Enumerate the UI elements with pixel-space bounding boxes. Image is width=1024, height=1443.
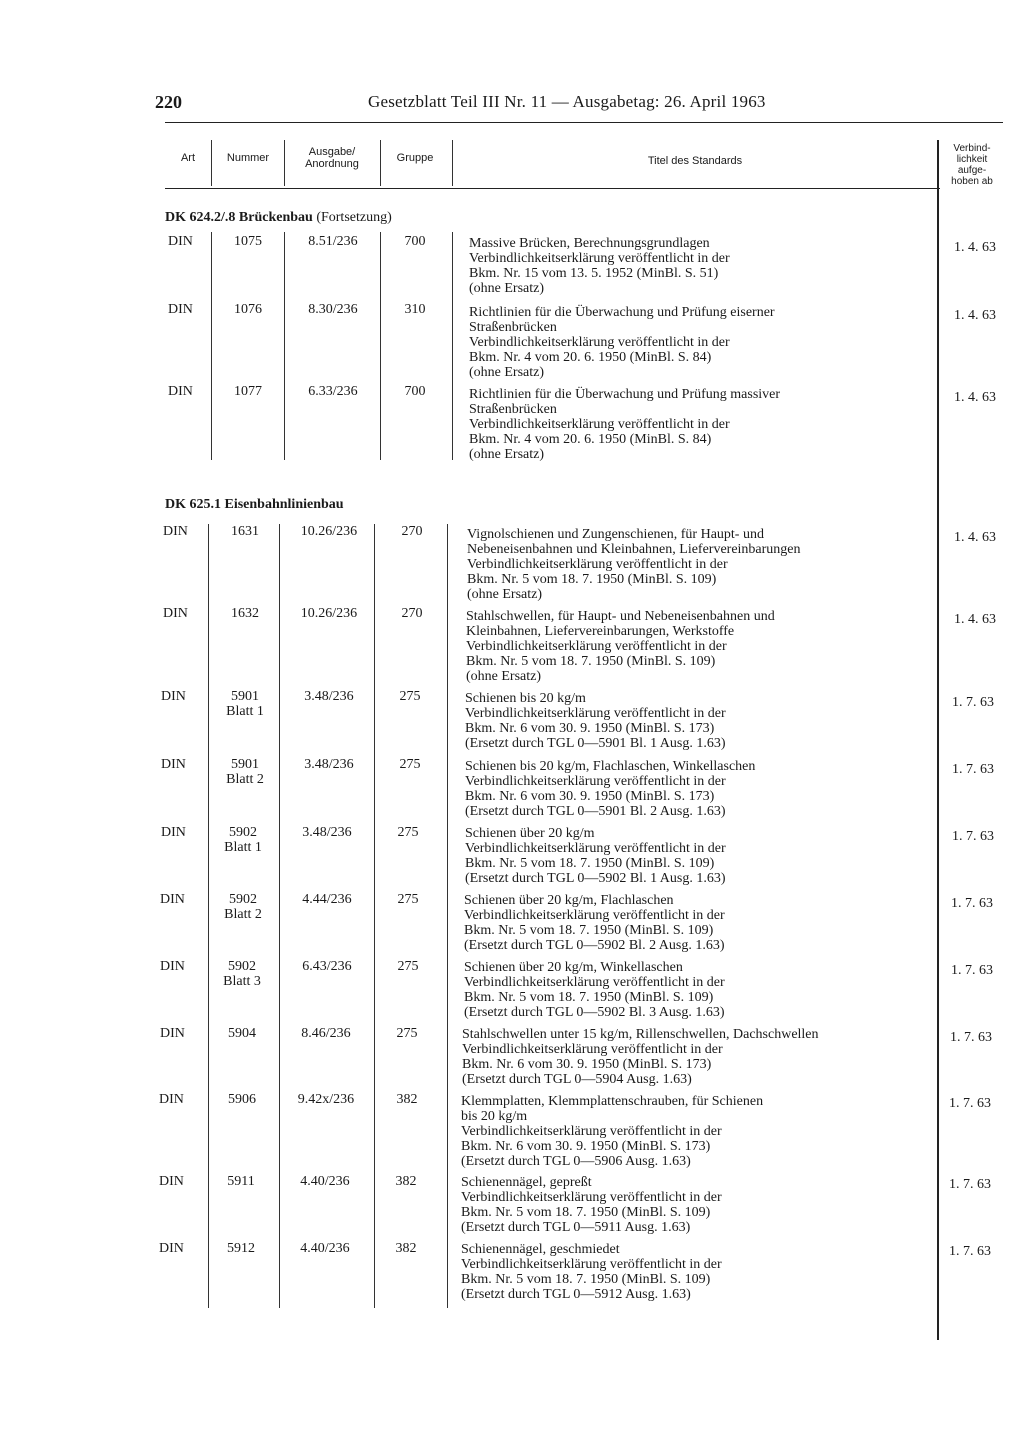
cell-ausgabe: 10.26/236: [300, 606, 358, 621]
title-line: Bkm. Nr. 6 vom 30. 9. 1950 (MinBl. S. 173): [465, 789, 715, 804]
title-line: Bkm. Nr. 4 vom 20. 6. 1950 (MinBl. S. 84): [469, 350, 712, 365]
title-line: Straßenbrücken: [469, 402, 557, 417]
cell-nummer: 5906: [228, 1092, 256, 1107]
title-line: Verbindlichkeitserklärung veröffentlicht in der: [462, 1042, 723, 1057]
cell-art: DIN: [160, 892, 185, 907]
column-header-gruppe: Gruppe: [396, 152, 434, 164]
cell-nummer: 5912: [227, 1241, 255, 1256]
title-line: Vignolschienen und Zungenschienen, für Haupt- und: [467, 527, 764, 542]
cell-nummer: 1076: [234, 302, 262, 317]
cell-nummer: 1075: [234, 234, 262, 249]
title-line: (Ersetzt durch TGL 0—5902 Bl. 3 Ausg. 1.63): [464, 1005, 725, 1020]
title-line: Verbindlichkeitserklärung veröffentlicht in der: [469, 335, 730, 350]
title-line: Bkm. Nr. 5 vom 18. 7. 1950 (MinBl. S. 109): [466, 654, 716, 669]
title-line: Verbindlichkeitserklärung veröffentlicht in der: [466, 639, 727, 654]
cell-art: DIN: [168, 302, 193, 317]
title-line: (ohne Ersatz): [469, 365, 545, 380]
section-title-rest: (Fortsetzung): [312, 210, 392, 225]
title-line: Schienen bis 20 kg/m: [465, 691, 586, 706]
cell-date: 1. 4. 63: [954, 390, 996, 405]
title-line: (Ersetzt durch TGL 0—5912 Ausg. 1.63): [461, 1287, 691, 1302]
cell-gruppe: 382: [396, 1092, 418, 1107]
column-divider: [380, 140, 381, 186]
title-line: (ohne Ersatz): [467, 587, 543, 602]
cell-title: [465, 691, 930, 751]
cell-art: DIN: [163, 606, 188, 621]
title-line: (ohne Ersatz): [466, 669, 542, 684]
cell-title: [462, 1027, 932, 1087]
cell-art: DIN: [159, 1241, 184, 1256]
cell-art: DIN: [161, 825, 186, 840]
title-line: Richtlinien für die Überwachung und Prüfung eiserner: [469, 305, 775, 320]
cell-date: 1. 7. 63: [949, 1244, 991, 1259]
cell-art: DIN: [168, 384, 193, 399]
cell-title: [465, 759, 930, 819]
cell-ausgabe: 6.33/236: [308, 384, 358, 399]
title-line: Verbindlichkeitserklärung veröffentlicht in der: [464, 975, 725, 990]
title-line: Schienen über 20 kg/m: [465, 826, 595, 841]
cell-ausgabe: 6.43/236: [302, 959, 352, 974]
cell-nummer: 5901 Blatt 2: [226, 757, 264, 787]
column-divider: [211, 140, 212, 186]
title-line: Verbindlichkeitserklärung veröffentlicht in der: [464, 908, 725, 923]
column-header-verbindlichkeit: Verbind- lichkeit aufge- hoben ab: [951, 143, 993, 187]
title-line: Verbindlichkeitserklärung veröffentlicht in der: [465, 706, 726, 721]
cell-date: 1. 4. 63: [954, 240, 996, 255]
title-line: Stahlschwellen, für Haupt- und Nebeneisenbahnen und: [466, 609, 775, 624]
cell-art: DIN: [160, 959, 185, 974]
cell-date: 1. 7. 63: [952, 695, 994, 710]
title-line: Nebeneisenbahnen und Kleinbahnen, Liefervereinbarungen: [467, 542, 801, 557]
cell-gruppe: 700: [404, 384, 426, 399]
cell-gruppe: 275: [399, 689, 421, 704]
title-line: (Ersetzt durch TGL 0—5904 Ausg. 1.63): [462, 1072, 692, 1087]
cell-art: DIN: [160, 1026, 185, 1041]
cell-ausgabe: 8.46/236: [301, 1026, 351, 1041]
title-line: Bkm. Nr. 5 vom 18. 7. 1950 (MinBl. S. 109): [464, 923, 714, 938]
column-divider: [380, 232, 381, 460]
cell-ausgabe: 3.48/236: [304, 689, 354, 704]
column-header-ausgabe: Ausgabe/ Anordnung: [305, 146, 359, 170]
title-line: Bkm. Nr. 5 vom 18. 7. 1950 (MinBl. S. 109): [465, 856, 715, 871]
section-title-bold: DK 624.2/.8 Brückenbau: [165, 210, 313, 225]
cell-date: 1. 4. 63: [954, 308, 996, 323]
cell-gruppe: 270: [401, 524, 423, 539]
title-line: Bkm. Nr. 5 vom 18. 7. 1950 (MinBl. S. 109): [461, 1205, 711, 1220]
cell-date: 1. 7. 63: [951, 963, 993, 978]
column-divider: [211, 232, 212, 460]
cell-art: DIN: [159, 1092, 184, 1107]
cell-title: [467, 527, 932, 602]
cell-ausgabe: 8.30/236: [308, 302, 358, 317]
cell-title: [469, 387, 939, 462]
cell-title: [469, 305, 939, 380]
cell-ausgabe: 10.26/236: [300, 524, 358, 539]
cell-title: [464, 893, 929, 953]
column-divider: [279, 524, 280, 1308]
title-line: Bkm. Nr. 6 vom 30. 9. 1950 (MinBl. S. 173): [465, 721, 715, 736]
cell-nummer: 5911: [227, 1174, 255, 1189]
title-line: Verbindlichkeitserklärung veröffentlicht in der: [469, 251, 730, 266]
column-divider: [452, 232, 453, 460]
cell-gruppe: 270: [401, 606, 423, 621]
cell-nummer: 5901 Blatt 1: [226, 689, 264, 719]
cell-ausgabe: 4.44/236: [302, 892, 352, 907]
section-title: [165, 497, 344, 513]
cell-art: DIN: [168, 234, 193, 249]
title-line: Stahlschwellen unter 15 kg/m, Rillenschwellen, Dachschwellen: [462, 1027, 819, 1042]
title-line: Bkm. Nr. 15 vom 13. 5. 1952 (MinBl. S. 51): [469, 266, 719, 281]
title-line: (Ersetzt durch TGL 0—5901 Bl. 1 Ausg. 1.63): [465, 736, 726, 751]
title-line: Bkm. Nr. 5 vom 18. 7. 1950 (MinBl. S. 109): [461, 1272, 711, 1287]
title-line: Bkm. Nr. 6 vom 30. 9. 1950 (MinBl. S. 173): [462, 1057, 712, 1072]
column-divider: [284, 140, 285, 186]
column-divider: [374, 524, 375, 1308]
cell-ausgabe: 9.42x/236: [297, 1092, 355, 1107]
title-line: Verbindlichkeitserklärung veröffentlicht in der: [467, 557, 728, 572]
title-line: bis 20 kg/m: [461, 1109, 528, 1124]
column-divider: [284, 232, 285, 460]
cell-date: 1. 7. 63: [952, 762, 994, 777]
cell-date: 1. 7. 63: [949, 1177, 991, 1192]
header-bottom-rule: [165, 188, 940, 189]
cell-title: [469, 236, 939, 296]
column-header-art: Art: [180, 152, 196, 164]
title-line: Straßenbrücken: [469, 320, 557, 335]
cell-ausgabe: 3.48/236: [304, 757, 354, 772]
title-line: Bkm. Nr. 5 vom 18. 7. 1950 (MinBl. S. 109): [464, 990, 714, 1005]
title-line: Schienennägel, geschmiedet: [461, 1242, 620, 1257]
title-line: Bkm. Nr. 4 vom 20. 6. 1950 (MinBl. S. 84): [469, 432, 712, 447]
cell-gruppe: 700: [404, 234, 426, 249]
title-line: Kleinbahnen, Liefervereinbarungen, Werkstoffe: [466, 624, 735, 639]
title-line: Klemmplatten, Klemmplattenschrauben, für Schienen: [461, 1094, 764, 1109]
cell-date: 1. 4. 63: [954, 612, 996, 627]
section-title: [165, 210, 392, 226]
cell-gruppe: 275: [396, 1026, 418, 1041]
title-line: (Ersetzt durch TGL 0—5902 Bl. 1 Ausg. 1.63): [465, 871, 726, 886]
title-line: Richtlinien für die Überwachung und Prüfung massiver: [469, 387, 781, 402]
cell-gruppe: 275: [397, 959, 419, 974]
cell-gruppe: 275: [397, 825, 419, 840]
title-line: Schienen bis 20 kg/m, Flachlaschen, Winkellaschen: [465, 759, 756, 774]
cell-date: 1. 7. 63: [949, 1096, 991, 1111]
title-line: (Ersetzt durch TGL 0—5901 Bl. 2 Ausg. 1.63): [465, 804, 726, 819]
title-line: Verbindlichkeitserklärung veröffentlicht in der: [469, 417, 730, 432]
title-line: Schienen über 20 kg/m, Flachlaschen: [464, 893, 674, 908]
cell-title: [464, 960, 929, 1020]
cell-ausgabe: 8.51/236: [308, 234, 358, 249]
page-heading: Gesetzblatt Teil III Nr. 11 — Ausgabetag: 26. April 1963: [368, 92, 766, 111]
cell-title: [461, 1175, 931, 1235]
cell-title: [465, 826, 930, 886]
section-title-bold: DK 625.1 Eisenbahnlinienbau: [165, 497, 344, 512]
title-line: Massive Brücken, Berechnungsgrundlagen: [469, 236, 710, 251]
title-line: Verbindlichkeitserklärung veröffentlicht in der: [461, 1190, 722, 1205]
cell-ausgabe: 4.40/236: [300, 1174, 350, 1189]
cell-gruppe: 382: [395, 1241, 417, 1256]
title-line: Schienen über 20 kg/m, Winkellaschen: [464, 960, 683, 975]
cell-gruppe: 310: [404, 302, 426, 317]
cell-art: DIN: [159, 1174, 184, 1189]
title-line: Bkm. Nr. 6 vom 30. 9. 1950 (MinBl. S. 173): [461, 1139, 711, 1154]
cell-ausgabe: 3.48/236: [302, 825, 352, 840]
cell-date: 1. 7. 63: [952, 829, 994, 844]
page-number: 220: [155, 92, 182, 112]
cell-nummer: 5902 Blatt 3: [223, 959, 261, 989]
title-line: Schienennägel, gepreßt: [461, 1175, 592, 1190]
cell-gruppe: 382: [395, 1174, 417, 1189]
cell-art: DIN: [161, 689, 186, 704]
title-line: (Ersetzt durch TGL 0—5902 Bl. 2 Ausg. 1.63): [464, 938, 725, 953]
cell-ausgabe: 4.40/236: [300, 1241, 350, 1256]
cell-gruppe: 275: [397, 892, 419, 907]
cell-title: [461, 1242, 931, 1302]
column-header-nummer: Nummer: [226, 152, 270, 164]
cell-date: 1. 7. 63: [950, 1030, 992, 1045]
column-header-titel: Titel des Standards: [647, 155, 743, 167]
cell-nummer: 5902 Blatt 1: [224, 825, 262, 855]
cell-art: DIN: [163, 524, 188, 539]
column-divider: [452, 140, 453, 186]
title-line: Verbindlichkeitserklärung veröffentlicht in der: [461, 1257, 722, 1272]
header-rule: [165, 122, 1003, 123]
title-line: Verbindlichkeitserklärung veröffentlicht in der: [465, 774, 726, 789]
cell-nummer: 1632: [231, 606, 259, 621]
title-line: (Ersetzt durch TGL 0—5906 Ausg. 1.63): [461, 1154, 691, 1169]
cell-title: [461, 1094, 931, 1169]
cell-gruppe: 275: [399, 757, 421, 772]
title-line: Bkm. Nr. 5 vom 18. 7. 1950 (MinBl. S. 109): [467, 572, 717, 587]
title-line: (Ersetzt durch TGL 0—5911 Ausg. 1.63): [461, 1220, 691, 1235]
cell-nummer: 1631: [231, 524, 259, 539]
cell-date: 1. 4. 63: [954, 530, 996, 545]
cell-art: DIN: [161, 757, 186, 772]
cell-nummer: 1077: [234, 384, 262, 399]
title-line: Verbindlichkeitserklärung veröffentlicht in der: [465, 841, 726, 856]
cell-nummer: 5902 Blatt 2: [224, 892, 262, 922]
title-line: Verbindlichkeitserklärung veröffentlicht in der: [461, 1124, 722, 1139]
cell-date: 1. 7. 63: [951, 896, 993, 911]
title-line: (ohne Ersatz): [469, 281, 545, 296]
title-line: (ohne Ersatz): [469, 447, 545, 462]
column-divider: [447, 524, 448, 1308]
cell-title: [466, 609, 931, 684]
cell-nummer: 5904: [228, 1026, 256, 1041]
